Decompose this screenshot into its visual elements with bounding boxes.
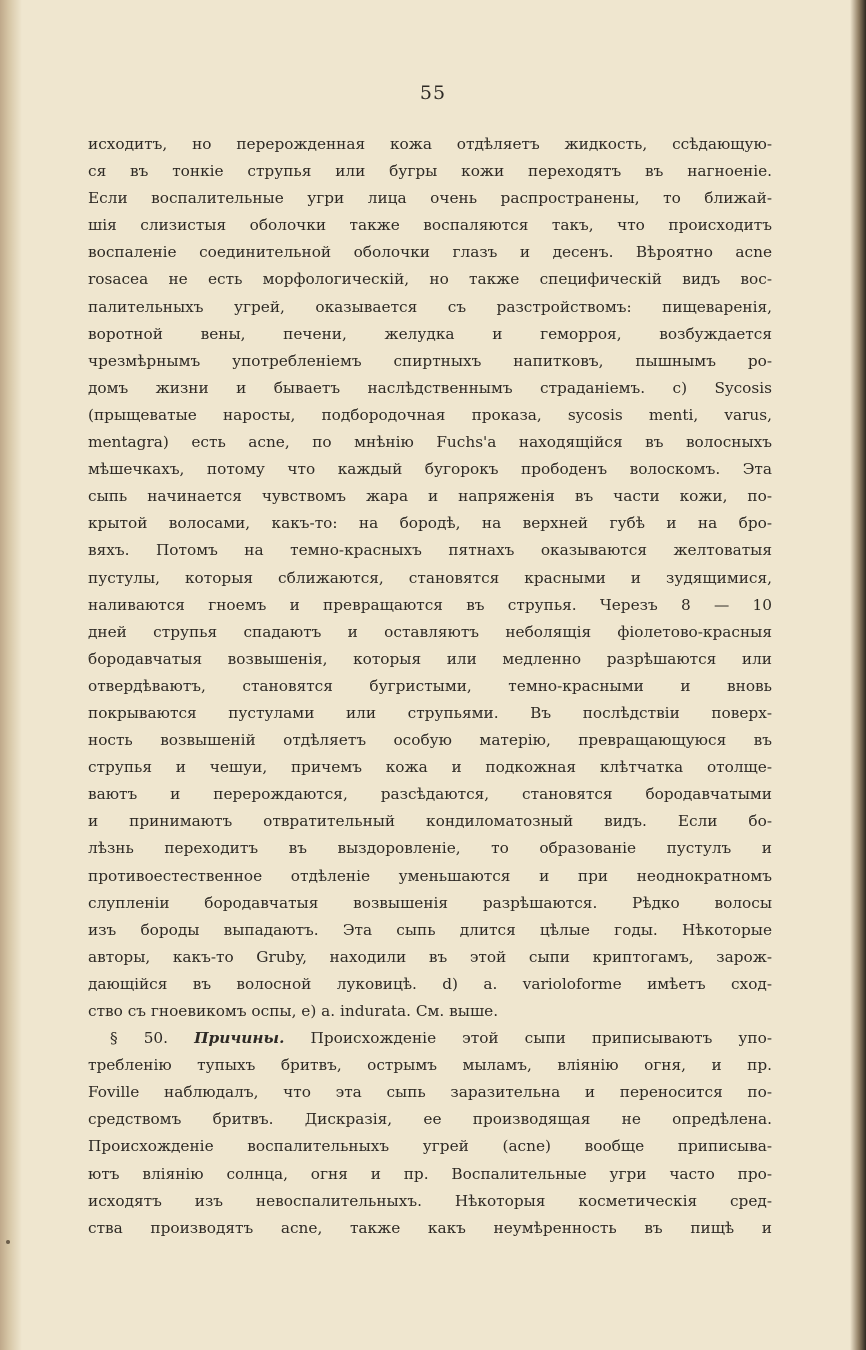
text-line: слупленіи бородавчатыя возвышенія разрѣшаются. Рѣдко волосы: [88, 893, 772, 912]
section-heading: Причины.: [194, 1029, 285, 1048]
text-line: воспаленіе соединительной оболочки глазъ и десенъ. Вѣроятно acne: [88, 243, 772, 262]
page-edge: [850, 0, 866, 1350]
text-line: и принимаютъ отвратительный кондиломатозный видъ. Если бо-: [88, 812, 772, 831]
body-text: [88, 131, 772, 1242]
text-line: бородавчатыя возвышенія, которыя или медленно разрѣшаются или: [88, 649, 772, 668]
text-line: дающійся въ волосной луковицѣ. d) a. varioloforme имѣетъ сход-: [88, 974, 772, 993]
text-line: ваютъ и перерождаются, разсѣдаются, становятся бородавчатыми: [88, 785, 772, 804]
section-line: [88, 1025, 772, 1052]
text-line: ство съ гноевикомъ оспы, е) a. indurata. См. выше.: [88, 1002, 499, 1020]
text-line: сыпь начинается чувствомъ жара и напряженія въ части кожи, по-: [88, 487, 772, 506]
text-line: наливаются гноемъ и превращаются въ струпья. Черезъ 8 — 10: [88, 595, 772, 614]
text-line: ства производятъ acne, также какъ неумѣренность въ пищѣ и: [88, 1218, 772, 1237]
text-line: (прыщеватые наросты, подбородочная проказа, sycosis menti, varus,: [88, 405, 772, 424]
text-line: струпья и чешуи, причемъ кожа и подкожная клѣтчатка отолще-: [88, 758, 772, 777]
text-line: rosacea не есть морфологическій, но также специфическій видъ вос-: [88, 270, 772, 289]
text-line: противоестественное отдѣленіе уменьшаются и при неоднократномъ: [88, 866, 772, 885]
section-text: Происхожденіе этой сыпи приписываютъ упо-: [310, 1029, 772, 1048]
section-number: § 50.: [110, 1029, 169, 1048]
text-line: ность возвышеній отдѣляетъ особую матерію, превращающуюся въ: [88, 731, 772, 750]
text-line: ютъ вліянію солнца, огня и пр. Воспалительные угри часто про-: [88, 1164, 772, 1183]
text-line: покрываются пустулами или струпьями. Въ послѣдствіи поверх-: [88, 703, 772, 722]
binding-shadow: [0, 0, 22, 1350]
text-line: мѣшечкахъ, потому что каждый бугорокъ прободенъ волоскомъ. Эта: [88, 460, 772, 479]
text-line: отвердѣваютъ, становятся бугристыми, темно-красными и вновь: [88, 676, 772, 695]
text-line: домъ жизни и бываетъ наслѣдственнымъ страданіемъ. с) Sycosis: [88, 378, 772, 397]
text-line: Если воспалительные угри лица очень распространены, то ближай-: [88, 189, 772, 208]
text-line: требленію тупыхъ бритвъ, острымъ мыламъ, вліянію огня, и пр.: [88, 1056, 772, 1075]
text-line: палительныхъ угрей, оказывается съ разстройствомъ: пищеваренія,: [88, 297, 772, 316]
text-line: Происхожденіе воспалительныхъ угрей (acne) вообще приписыва-: [88, 1137, 772, 1156]
text-line: ся въ тонкіе струпья или бугры кожи переходятъ въ нагноеніе.: [88, 162, 772, 181]
text-line: авторы, какъ-то Gruby, находили въ этой сыпи криптогамъ, зарож-: [88, 947, 772, 966]
text-line: mentagra) есть acne, по мнѣнію Fuchs'a находящійся въ волосныхъ: [88, 433, 772, 452]
text-line: чрезмѣрнымъ употребленіемъ спиртныхъ напитковъ, пышнымъ ро-: [88, 351, 772, 370]
margin-speck: [6, 1240, 10, 1244]
text-line: крытой волосами, какъ-то: на бородѣ, на верхней губѣ и на бро-: [88, 514, 772, 533]
text-line: исходятъ изъ невоспалительныхъ. Нѣкоторыя косметическія сред-: [88, 1191, 772, 1210]
text-line: вяхъ. Потомъ на темно-красныхъ пятнахъ оказываются желтоватыя: [88, 541, 772, 560]
text-line: дней струпья спадаютъ и оставляютъ неболящія фіолетово-красныя: [88, 622, 772, 641]
text-line: изъ бороды выпадаютъ. Эта сыпь длится цѣлые годы. Нѣкоторые: [88, 920, 772, 939]
text-line: пустулы, которыя сближаются, становятся красными и зудящимися,: [88, 568, 772, 587]
text-line: шія слизистыя оболочки также воспаляются такъ, что происходитъ: [88, 216, 772, 235]
text-line: исходитъ, но перерожденная кожа отдѣляетъ жидкость, ссѣдающую-: [88, 135, 772, 153]
text-line: Foville наблюдалъ, что эта сыпь заразительна и переносится по-: [88, 1083, 772, 1102]
text-line: средствомъ бритвъ. Дискразія, ее производящая не опредѣлена.: [88, 1110, 772, 1129]
text-line: лѣзнь переходитъ въ выздоровленіе, то образованіе пустулъ и: [88, 839, 772, 858]
page-number: 55: [419, 82, 447, 104]
text-line: воротной вены, печени, желудка и геморроя, возбуждается: [88, 324, 772, 343]
